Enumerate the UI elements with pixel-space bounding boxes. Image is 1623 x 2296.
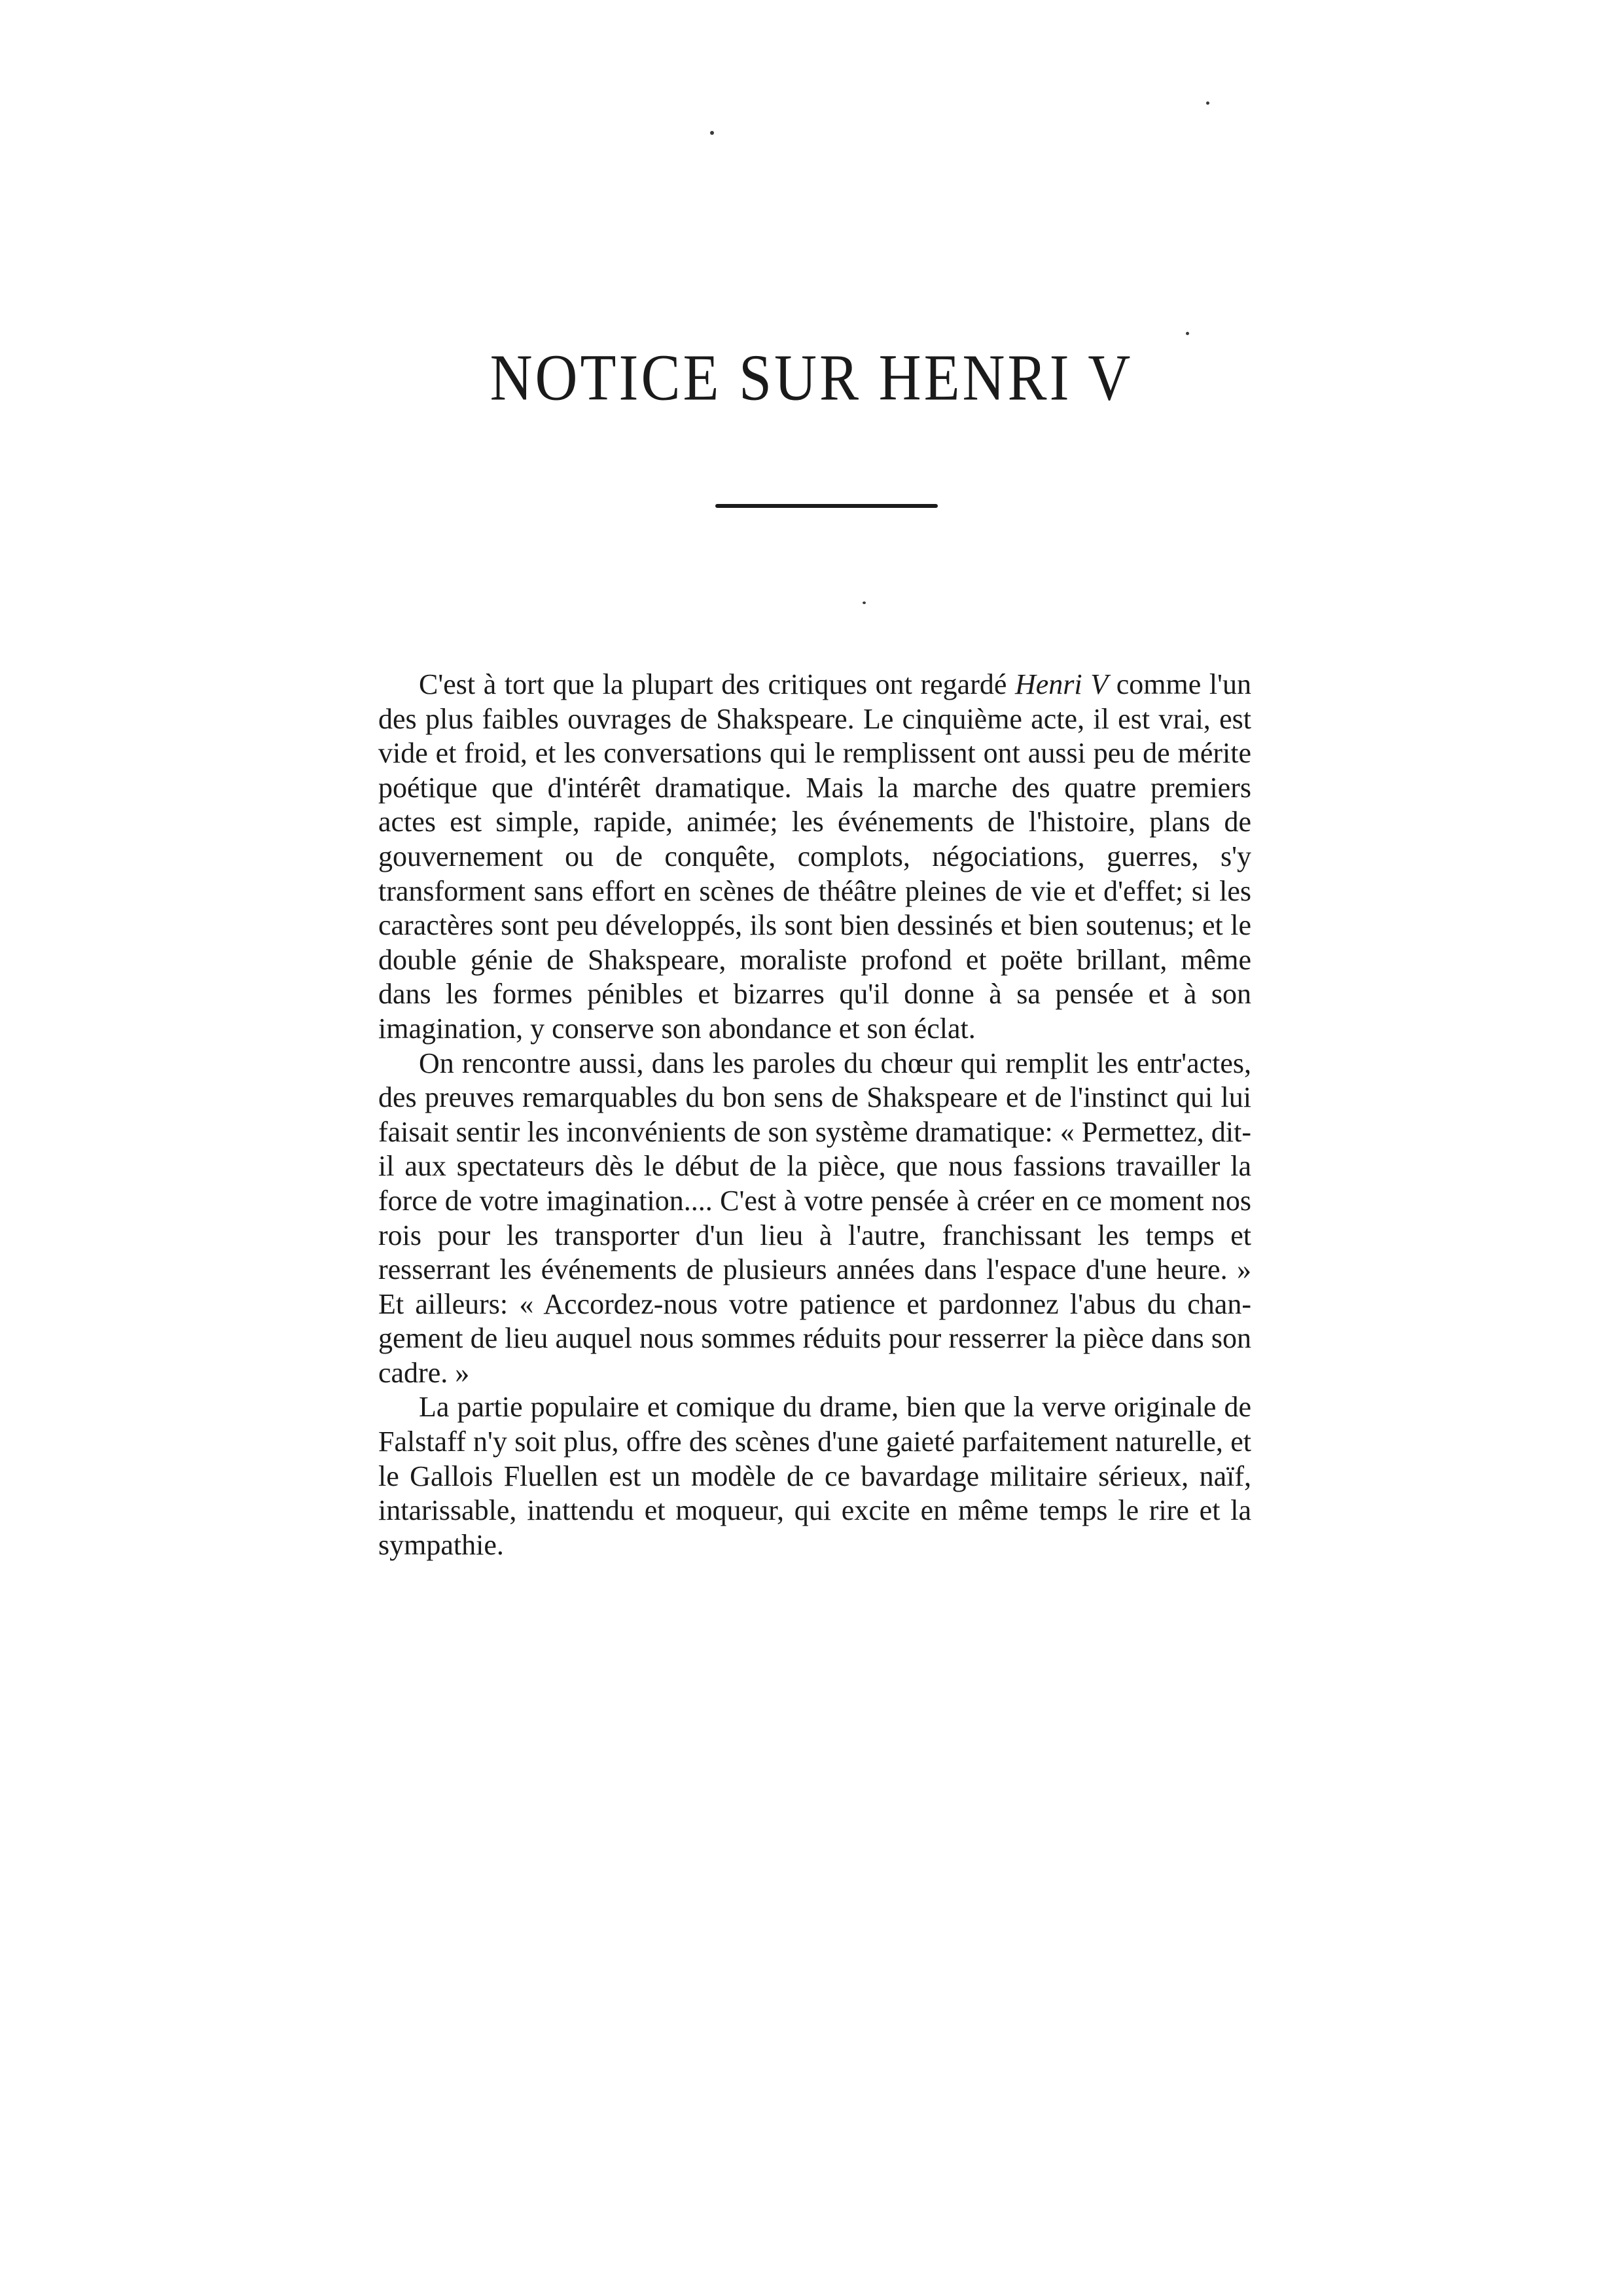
title-rule: [715, 504, 938, 508]
scan-speck: [1186, 332, 1189, 335]
body-text: [378, 668, 1251, 1562]
scan-speck: [1206, 101, 1209, 105]
scan-speck: [863, 601, 866, 604]
paragraph-1: [378, 668, 1251, 1047]
paragraph-2: On rencontre aussi, dans les paroles du chœur qui remplit les entr'actes, des preuves remarquables du bon sens de Shakspeare et de l'instinct qui lui faisait sentir les inconvénients de son système dramatique: « Permettez, dit-il aux spectateurs dès le début de la pièce, que nous fassions travailler la force de votre imagination.... C'est à votre pensée à créer en ce moment nos rois pour les transporter d'un lieu à l'autre, franchissant les temps et resserrant les événements de plusieurs années dans l'espace d'une heure. » Et ailleurs: « Accordez-nous votre patience et pardonnez l'abus du changement de lieu auquel nous sommes réduits pour resserrer la pièce dans son cadre. »: [378, 1047, 1251, 1389]
paragraph-1-start: C'est à tort que la plupart des critiques ont regardé: [419, 668, 1015, 700]
play-title-italic: Henri V: [1014, 668, 1109, 700]
page-title: NOTICE SUR HENRI V: [490, 342, 1133, 415]
paragraph-1-rest: comme l'un des plus faibles ouvrages de Shakspeare. Le cinquième acte, il est vrai, est vide et froid, et les conversations qui le remplissent ont aussi peu de mérite poétique que d'intérêt dramatique. Mais la marche des quatre premiers actes est simple, rapide, animée; les événements de l'histoire, plans de gouvernement ou de conquête, complots, négociations, guerres, s'y transforment sans effort en scènes de théâtre pleines de vie et d'effet; si les caractères sont peu développés, ils sont bien dessinés et bien soutenus; et le double génie de Shakspeare, moraliste profond et poëte brillant, même dans les formes pénibles et bizarres qu'il donne à sa pensée et à son imagination, y conserve son abondance et son éclat.: [378, 668, 1251, 1045]
scan-speck: [710, 131, 714, 135]
paragraph-3: La partie populaire et comique du drame, bien que la verve originale de Falstaff n'y soit plus, offre des scènes d'une gaieté parfaitement naturelle, et le Gallois Fluellen est un modèle de ce bavardage militaire sérieux, naïf, intarissable, inattendu et moqueur, qui excite en même temps le rire et la sympathie.: [378, 1391, 1251, 1561]
